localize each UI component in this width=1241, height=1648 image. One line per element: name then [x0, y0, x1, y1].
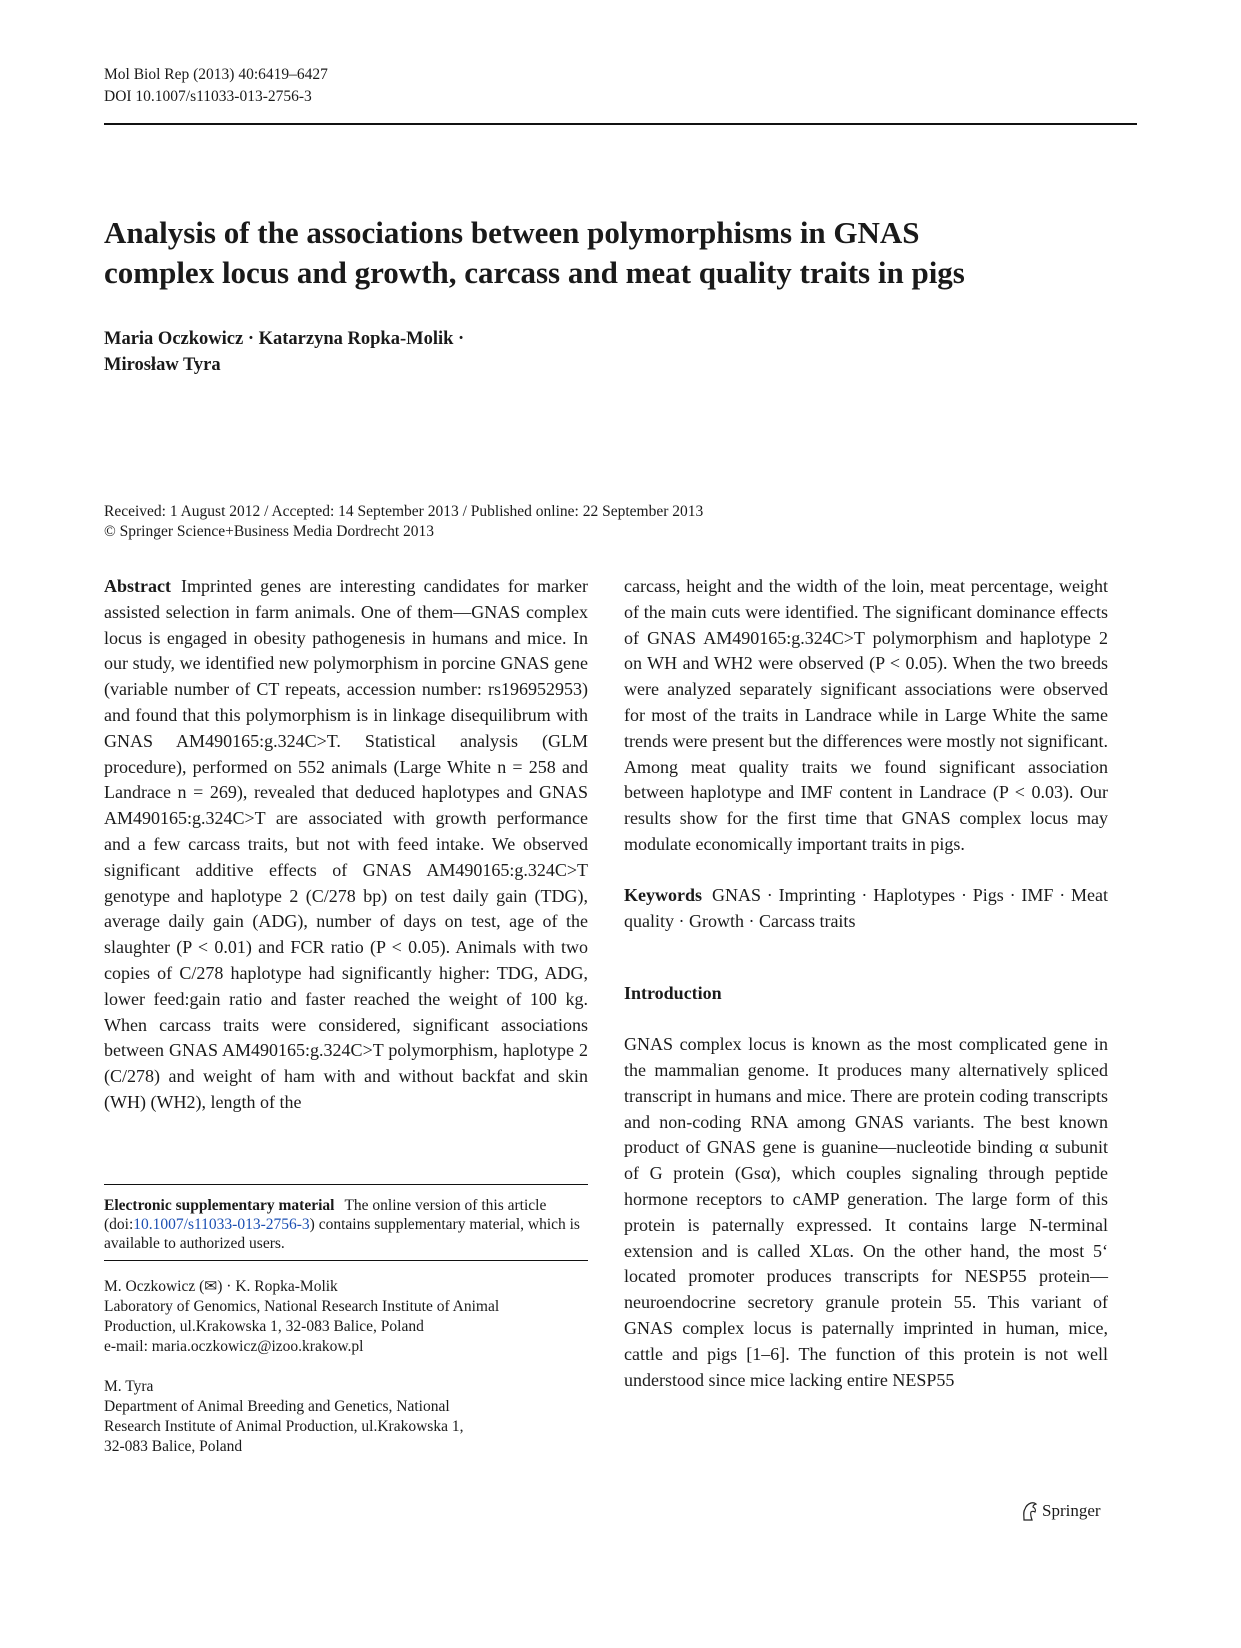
title-line-1: Analysis of the associations between polymorphisms in GNAS — [104, 215, 920, 250]
author-list — [104, 326, 804, 378]
affiliation-2-line-3: 32-083 Balice, Poland — [104, 1438, 243, 1455]
journal-header — [104, 64, 328, 108]
authors-line-1: Maria Oczkowicz · Katarzyna Ropka-Molik · — [104, 329, 465, 349]
abstract-continued: carcass, height and the width of the loin, meat percentage, weight of the main cuts were identified. The significant dominance effects of GNAS AM490165:g.324C>T polymorphism and haplotype 2 on WH and WH2 were observed (P < 0.05). When the two breeds were analyzed separately significant associations were observed for most of the traits in Landrace while in Large White the same trends were present but the differences were mostly not significant. Among meat quality traits we found significant association between haplotype and IMF content in Landrace (P < 0.03). Our results show for the first time that GNAS complex locus may modulate economically important traits in pigs. — [624, 576, 1108, 854]
esm-label: Electronic supplementary material — [104, 1197, 335, 1214]
affiliation-rule — [104, 1260, 588, 1261]
springer-wordmark: Springer — [1042, 1501, 1101, 1520]
supplementary-note — [104, 1196, 588, 1253]
left-column — [104, 574, 588, 1116]
esm-text-after: ) contains supplementary material, which is available to authorized users. — [104, 1216, 580, 1252]
keywords-label: Keywords — [624, 884, 702, 905]
affiliation-2-names: M. Tyra — [104, 1378, 154, 1395]
affiliation-1-line-2: Production, ul.Krakowska 1, 32-083 Balice, Poland — [104, 1318, 424, 1335]
journal-citation: Mol Biol Rep (2013) 40:6419–6427 — [104, 66, 328, 83]
right-column — [624, 574, 1108, 1393]
esm-rule — [104, 1184, 588, 1185]
affiliation-2-line-2: Research Institute of Animal Production, ul.Krakowska 1, — [104, 1418, 464, 1435]
publication-dates — [104, 502, 1144, 542]
header-rule — [104, 123, 1137, 125]
doi: DOI 10.1007/s11033-013-2756-3 — [104, 88, 312, 105]
copyright-line: © Springer Science+Business Media Dordrecht 2013 — [104, 523, 435, 540]
introduction-heading: Introduction — [624, 983, 722, 1004]
authors-line-2: Mirosław Tyra — [104, 355, 221, 375]
dates-line: Received: 1 August 2012 / Accepted: 14 September 2013 / Published online: 22 September 2013 — [104, 503, 704, 520]
article-title — [104, 213, 1144, 293]
affiliation-1-line-1: Laboratory of Genomics, National Research Institute of Animal — [104, 1298, 500, 1315]
affiliation-1-names: M. Oczkowicz (✉) · K. Ropka-Molik — [104, 1278, 338, 1295]
affiliations — [104, 1277, 588, 1457]
introduction-text: GNAS complex locus is known as the most complicated gene in the mammalian genome. It produces many alternatively spliced transcript in humans and mice. There are protein coding transcripts and non-coding RNA among GNAS variants. The best known product of GNAS gene is guanine—nucleotide binding α subunit of G protein (Gsα), which couples signaling through peptide hormone receptors to cAMP generation. The large form of this protein is paternally expressed. It contains large N-terminal extension and is called XLαs. On the other hand, the most 5‘ located promoter produces transcripts for NESP55 protein—neuroendocrine secretory granule protein 55. This variant of GNAS complex locus is paternally imprinted in human, mice, cattle and pigs [1–6]. The function of this protein is not well understood since mice lacking entire NESP55 — [624, 1034, 1108, 1390]
abstract-text: Imprinted genes are interesting candidates for marker assisted selection in farm animals. One of them—GNAS complex locus is engaged in obesity pathogenesis in humans and mice. In our study, we identified new polymorphism in porcine GNAS gene (variable number of CT repeats, accession number: rs196952953) and found that this polymorphism is in linkage disequilibrum with GNAS AM490165:g.324C>T. Statistical analysis (GLM procedure), performed on 552 animals (Large White n = 258 and Landrace n = 269), revealed that deduced haplotypes and GNAS AM490165:g.324C>T are associated with growth performance and a few carcass traits, but not with feed intake. We observed significant additive effects of GNAS AM490165:g.324C>T genotype and haplotype 2 (C/278 bp) on test daily gain (TDG), average daily gain (ADG), number of days on test, age of the slaughter (P < 0.01) and FCR ratio (P < 0.05). Animals with two copies of C/278 haplotype had significantly higher: TDG, ADG, lower feed:gain ratio and faster reached the weight of 100 kg. When carcass traits were considered, significant associations between GNAS AM490165:g.324C>T polymorphism, haplotype 2 (C/278) and weight of ham with and without backfat and skin (WH) (WH2), length of the — [104, 576, 588, 1112]
title-line-2: complex locus and growth, carcass and meat quality traits in pigs — [104, 255, 965, 290]
publisher-footer — [1020, 1500, 1101, 1522]
doi-link[interactable]: 10.1007/s11033-013-2756-3 — [133, 1216, 310, 1233]
esm-text-before: The online version of this article (doi: — [104, 1197, 547, 1233]
keywords-text: GNAS · Imprinting · Haplotypes · Pigs · IMF · Meat quality · Growth · Carcass traits — [624, 884, 1108, 931]
springer-horse-icon — [1020, 1501, 1038, 1521]
abstract-label: Abstract — [104, 576, 171, 596]
abstract — [104, 574, 588, 1116]
affiliation-2-line-1: Department of Animal Breeding and Genetics, National — [104, 1398, 450, 1415]
affiliation-1-email[interactable]: e-mail: maria.oczkowicz@izoo.krakow.pl — [104, 1338, 364, 1355]
keywords — [624, 883, 1108, 935]
